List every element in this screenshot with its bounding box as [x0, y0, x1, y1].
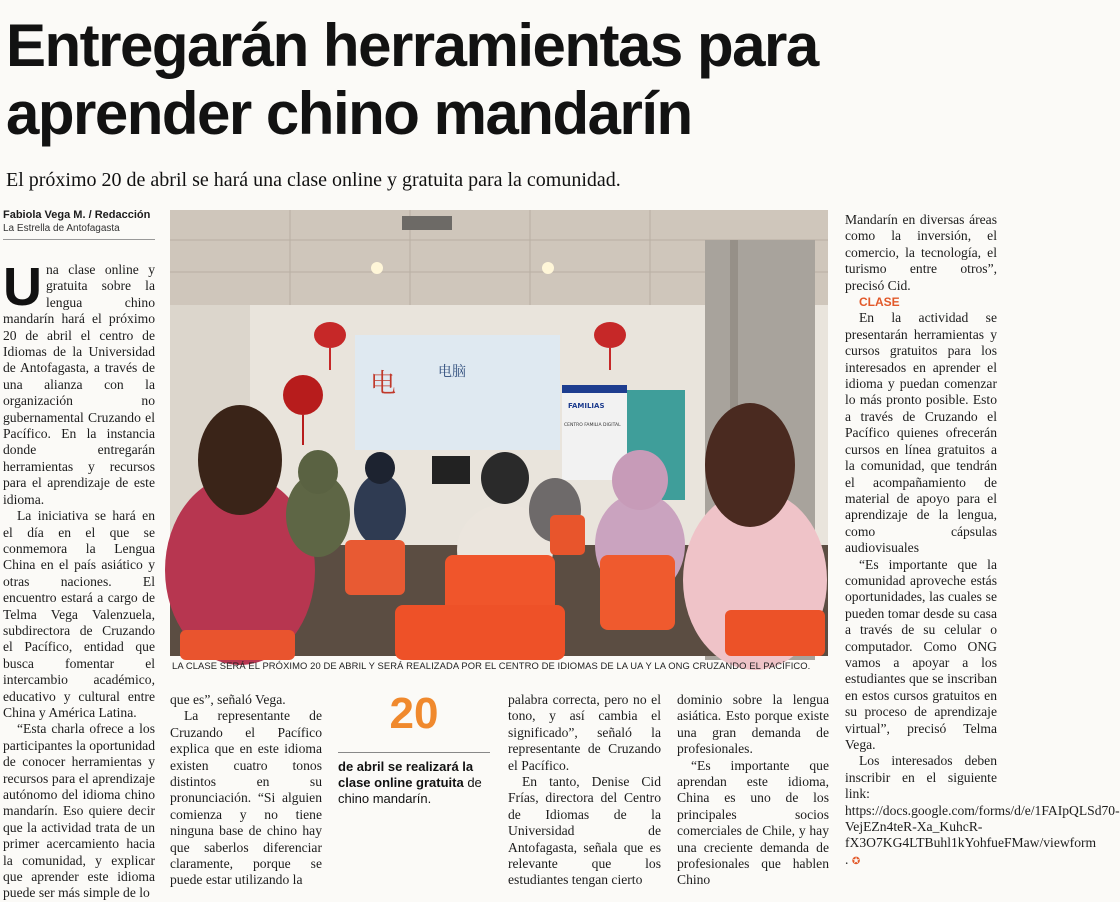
end-mark-icon: ✪	[851, 855, 861, 867]
article-column-4	[677, 692, 829, 888]
byline-newspaper: La Estrella de Antofagasta	[3, 223, 120, 234]
paragraph: “Es importante que aprendan este idioma, China es uno de los principales socios comerciales de Chile, y hay una creciente demanda de profesionales que hablen Chino	[677, 757, 829, 888]
fact-number: 20	[389, 689, 439, 738]
paragraph: En tanto, Denise Cid Frías, directora del Centro de Idiomas de la Universidad de Antofagasta, señala que es relevante que los estudiantes tengan cierto	[508, 774, 661, 888]
article-column-2	[170, 692, 322, 888]
paragraph: La representante de Cruzando el Pacífico explica que en este idioma existen cuatro tonos distintos en su pronunciación. “Si alguien comienza y no tiene ninguna base de chino hay que saberlos diferenciar claramente, porque se puede estar utilizando la	[170, 708, 322, 888]
paragraph: Una clase online y gratuita sobre la lengua chino mandarín hará el próximo 20 de abril el centro de Idiomas de la Universidad de Antofagasta, a través de una alianza con la organización no gubernamental Cruzando el Pacífico. En la instancia donde entregarán herramientas y recursos para el aprendizaje de este idioma.	[3, 257, 155, 507]
byline-author: Fabiola Vega M. / Redacción	[3, 209, 151, 221]
fact-divider	[338, 752, 490, 753]
paragraph: En la actividad se presentarán herramientas y cursos gratuitos para los interesados en aprender el idioma y puedan comenzar lo más pronto posible. Esto a través de Cruzando el Pacífico quienes ofrecerán cursos en línea gratuitos a la comunidad, que tendrán el acompañamiento de material de apoyo para el aprendizaje de la lengua, como cápsulas audiovisuales	[845, 310, 997, 556]
drop-cap: U	[3, 257, 42, 317]
screen-glyph: 电	[370, 369, 397, 399]
headline: Entregarán herramientas para aprender chino mandarín	[6, 12, 818, 147]
section-heading: CLASE	[859, 295, 900, 310]
photo-caption: LA CLASE SERÁ EL PRÓXIMO 20 DE ABRIL Y SERÁ REALIZADA POR EL CENTRO DE IDIOMAS DE LA UA Y LA ONG CRUZANDO EL PACÍFICO.	[172, 660, 811, 671]
fact-box	[338, 688, 490, 807]
article-column-3	[508, 692, 661, 888]
banner-text: FAMILIAS	[568, 402, 605, 410]
paragraph: Los interesados deben inscribir en el siguiente link: https://docs.google.com/forms/d/e/1FAIpQLSd70-VejEZn4teR-Xa_KuhcR-fX3O7KG4LTBuhl1kYohfueFMaw/viewform . ✪	[845, 753, 1120, 867]
paragraph: “Esta charla ofrece a los participantes la oportunidad de conocer herramientas y recursos para el aprendizaje autónomo del idioma chino mandarín. Eso quiere decir que la actividad trata de un primer acercamiento hacia la comunidad, y explicar que aprender este idioma puede ser más simple de lo	[3, 721, 155, 901]
fact-text: de abril se realizará la clase online gratuita de chino mandarín.	[338, 759, 482, 806]
paragraph: dominio sobre la lengua asiática. Esto porque existe una gran demanda de profesionales.	[677, 692, 829, 757]
paragraph: “Es importante que la comunidad aproveche estás oportunidades, las cuales se pueden tomar desde su casa a través de su celular o computador. Como ONG vamos a apoyar a los estudiantes que se inscriban en estos cursos gratuitos en su proceso de aprendizaje virtual”, precisó Telma Vega.	[845, 556, 997, 752]
article-column-1	[3, 257, 155, 901]
banner-subtext: CENTRO FAMILIA DIGITAL	[564, 423, 621, 428]
paragraph: La iniciativa se hará en el día en el que se conmemora la Lengua China en el país asiático y otras naciones. El encuentro estará a cargo de Telma Vega Valenzuela, subdirectora de Cruzando el Pacífico, entidad que busca fomentar el intercambio académico, educativo y cultural entre China y América Latina.	[3, 508, 155, 720]
screen-word: 电脑	[438, 364, 466, 380]
subtitle: El próximo 20 de abril se hará una clase online y gratuita para la comunidad.	[6, 169, 621, 191]
article-column-5	[845, 212, 1120, 867]
article-photo	[170, 210, 828, 656]
paragraph: Mandarín en diversas áreas como la inversión, el comercio, la tecnología, el turismo entre otros”, precisó Cid.	[845, 212, 997, 293]
classroom-photo-illustration	[170, 210, 828, 656]
paragraph: que es”, señaló Vega.	[170, 692, 286, 707]
byline	[3, 208, 155, 240]
paragraph: palabra correcta, pero no el tono, y así cambia el significado”, señaló la representante de Cruzando el Pacífico.	[508, 692, 661, 773]
